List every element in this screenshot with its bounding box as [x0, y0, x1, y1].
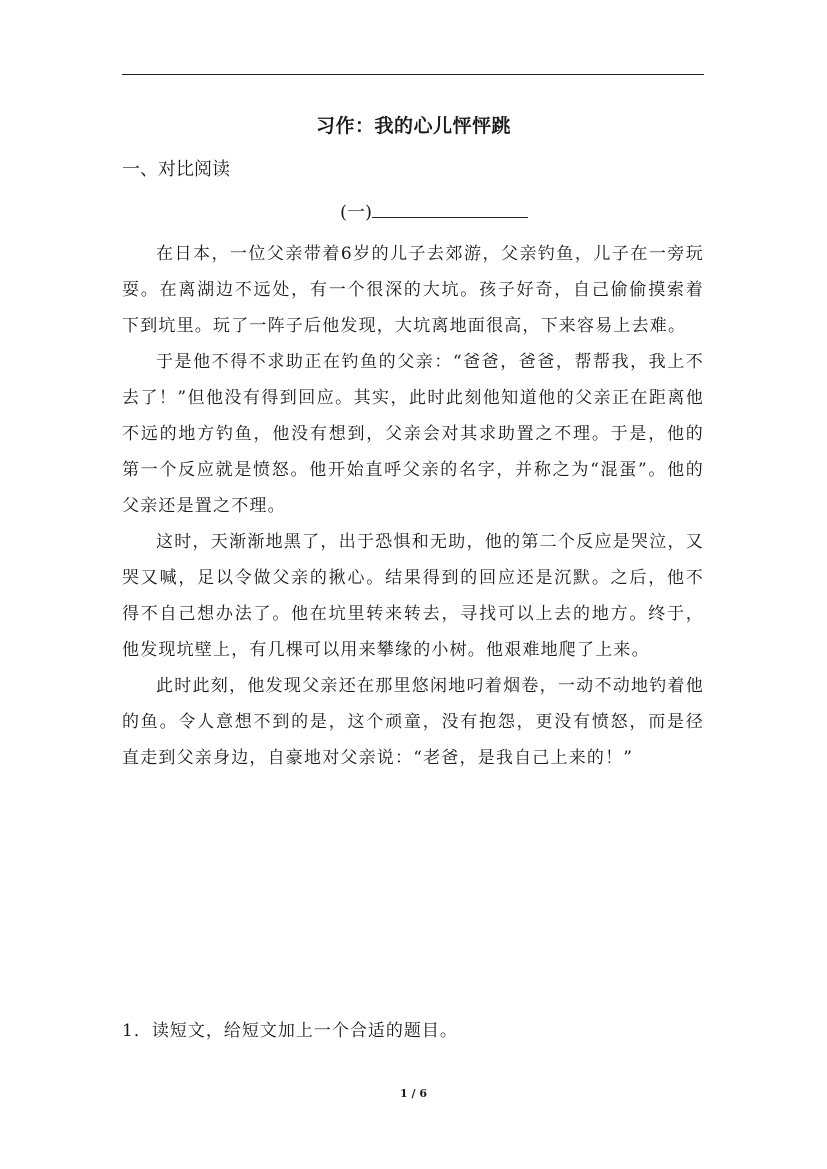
section-heading: 一、对比阅读	[122, 159, 230, 180]
paragraph: 在日本，一位父亲带着6岁的儿子去郊游，父亲钓鱼，儿子在一旁玩耍。在离湖边不远处，有一个很深的大坑。孩子好奇，自己偷偷摸索着下到坑里。玩了一阵子后他发现，大坑离地面很高，下来容易上去难。	[122, 244, 704, 336]
paragraph: 此时此刻，他发现父亲还在那里悠闲地叼着烟卷，一动不动地钓着他的鱼。令人意想不到的是，这个顽童，没有抱怨，更没有愤怒，而是径直走到父亲身边，自豪地对父亲说：“老爸，是我自己上来的！”	[122, 676, 704, 768]
question-1: 1．读短文，给短文加上一个合适的题目。	[122, 1021, 458, 1041]
header-rule	[122, 74, 704, 75]
title-blank	[372, 199, 528, 218]
paragraph: 这时，天渐渐地黑了，出于恐惧和无助，他的第二个反应是哭泣，又哭又喊，足以令做父亲的揪心。结果得到的回应还是沉默。之后，他不得不自己想办法了。他在坑里转来转去，寻找可以上去的地方。终于，他发现坑壁上，有几棵可以用来攀缘的小树。他艰难地爬了上来。	[122, 532, 704, 660]
passage-body	[122, 236, 704, 776]
paragraph: 于是他不得不求助正在钓鱼的父亲：“爸爸，爸爸，帮帮我，我上不去了！”但他没有得到回应。其实，此时此刻他知道他的父亲正在距离他不远的地方钓鱼，他没有想到，父亲会对其求助置之不理。于是，他的第一个反应就是愤怒。他开始直呼父亲的名字，并称之为“混蛋”。他的父亲还是置之不理。	[122, 352, 704, 516]
page-title: 习作：我的心儿怦怦跳	[315, 115, 511, 137]
passage-number: (一)	[340, 202, 373, 223]
passage-heading	[340, 198, 528, 224]
page-number: 1 / 6	[400, 1087, 427, 1100]
